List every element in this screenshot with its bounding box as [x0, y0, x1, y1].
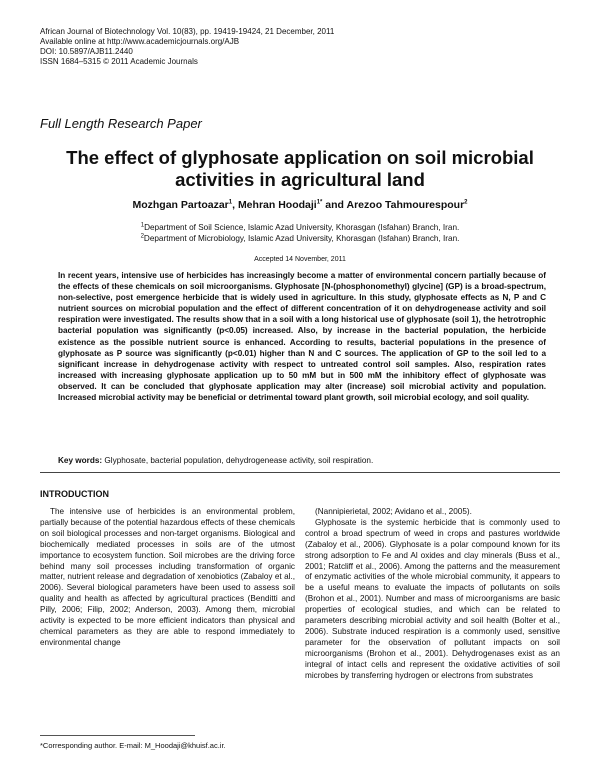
corresponding-author-footnote: *Corresponding author. E-mail: M_Hoodaji@khuisf.ac.ir.	[40, 741, 226, 750]
issn: ISSN 1684–5315 © 2011 Academic Journals	[40, 57, 198, 66]
intro-paragraph-1: The intensive use of herbicides is an environmental problem, partially because of the potential hazardous effects of these chemicals on soil biological processes and non-target organisms. Biological and biochemically mediated processes in soils are of the utmost importance to ecosystem function. Soil microbes are the driving force behind many soil processes including transformation of organic matter, nutrient release and degradation of xenobiotics (Zabaloy et al., 2006). Several biological parameters have been used to assess soil quality and health as affected by agricultural practices (Benditti and Pilly, 2006; Filip, 2002; Anderson, 2003). Among them, microbial activity is expected to be more efficient indicators than physical and chemical parameters as they are able to respond immediately to environmental change	[40, 507, 295, 647]
journal-header	[40, 27, 334, 67]
journal-citation: African Journal of Biotechnology Vol. 10(83), pp. 19419-19424, 21 December, 2011	[40, 27, 335, 36]
journal-url: Available online at http://www.academicjournals.org/AJB	[40, 37, 240, 46]
left-column	[40, 507, 295, 649]
affiliation-2	[40, 233, 560, 244]
author-list	[40, 199, 560, 211]
author-2: Mehran Hoodaji	[237, 199, 317, 211]
affiliation-1-num: 1	[140, 222, 145, 229]
paper-title: The effect of glyphosate application on soil microbial activities in agricultural land	[66, 147, 534, 190]
footnote-divider	[40, 735, 195, 736]
author-2-affil-num: 1	[316, 199, 321, 206]
paper-type: Full Length Research Paper	[40, 116, 202, 131]
doi: DOI: 10.5897/AJB11.2440	[40, 47, 133, 56]
accepted-date: Accepted 14 November, 2011	[254, 256, 346, 263]
intro-paragraph-2: Glyphosate is the systemic herbicide that is commonly used to control a broad spectrum of weed in crops and pastures worldwide (Zabaloy et al., 2006). Glyphosate is a polar compound known for its strong adsorption to Fe and Al oxides and clay minerals (Buss et al., 2001; Ratcliff et al., 2006). Among the patterns and the measurement of enzymatic activities of the whole microbial community, it appears to be a useful means to evaluate the impacts of pollutants on soils (Brohon et al., 2001). Number and mass of microorganisms are basic properties of ecological studies, and which can be related to parameters describing microbial activity and soil health (Bolter et al., 2006). Substrate induced respiration is a commonly used, sensitive parameter for the observation of pollutant impacts on soil microorganisms (Brohon et al., 2001). Dehydrogenases exist as an integral of intact cells and represent the oxidative activities of soil microbes by transferring hydrogen or electrons from substrates	[305, 517, 560, 680]
affiliation-1	[40, 222, 560, 233]
keywords-label: Key words:	[58, 456, 103, 465]
introduction-heading: INTRODUCTION	[40, 489, 109, 499]
author-3-affil: 2	[464, 199, 468, 206]
author-separator-and: and	[322, 199, 347, 211]
section-divider	[40, 472, 560, 473]
keywords-text: Glyphosate, bacterial population, dehydrogenease activity, soil respiration.	[102, 456, 374, 465]
affiliations	[40, 222, 560, 244]
affiliation-2-num: 2	[140, 233, 144, 240]
author-1: Mozhgan Partoazar	[132, 199, 229, 211]
author-3: Arezoo Tahmourespour	[346, 199, 465, 211]
right-column	[305, 507, 560, 682]
intro-paragraph-1-cont: (Nannipierietal, 2002; Avidano et al., 2005).	[315, 507, 472, 516]
keywords	[58, 455, 546, 466]
author-1-affil: 1	[228, 199, 233, 206]
affiliation-2-text: Department of Microbiology, Islamic Azad University, Khorasgan (Isfahan) Branch, Iran.	[143, 234, 460, 243]
corresponding-mark: *	[320, 199, 323, 206]
abstract: In recent years, intensive use of herbicides has increasingly become a matter of environmental concern partially because of the effects of these chemicals on soil microorganisms. Glyphosate [N-(phosphonomethyl) glycine] (GP) is a broad-spectrum, non-selective, post emergence herbicide that is widely used in agriculture. In this study, glyphosate effects as N, P and C nutrient sources on microbial population and the effect of different concentration of it on dehydrogenease activity and soil respiration were investigated. The results show that in a soil with a long historical use of glyphosate (soil 1), the hetrotrophic bacterial population was significantly (p<0.05) increased. Also, by increase in the bacterial population, the herbicide existence as the possible nutrient source is enhanced. According to results, bacterial populations in the presence of glyphosate as P source was significantly (p<0.01) higher than N and C sources. The application of GP to the soil led to a significant increase in dehydrogenase activity with respect to untreated control soil samples. Also, respiration rates increased with increasing glyphosate application up to 50 mM but in 500 mM the inhibitory effect of glyphosate was observed. It can be concluded that glyphosate application may alter (increase) soil microbial activity and population. Increased microbial activity may be beneficial or detrimental toward plant growth, soil microbial ecology, and soil quality.	[58, 271, 546, 403]
affiliation-1-text: Department of Soil Science, Islamic Azad University, Khorasgan (Isfahan) Branch, Iran.	[144, 223, 460, 232]
author-separator: ,	[232, 199, 238, 211]
